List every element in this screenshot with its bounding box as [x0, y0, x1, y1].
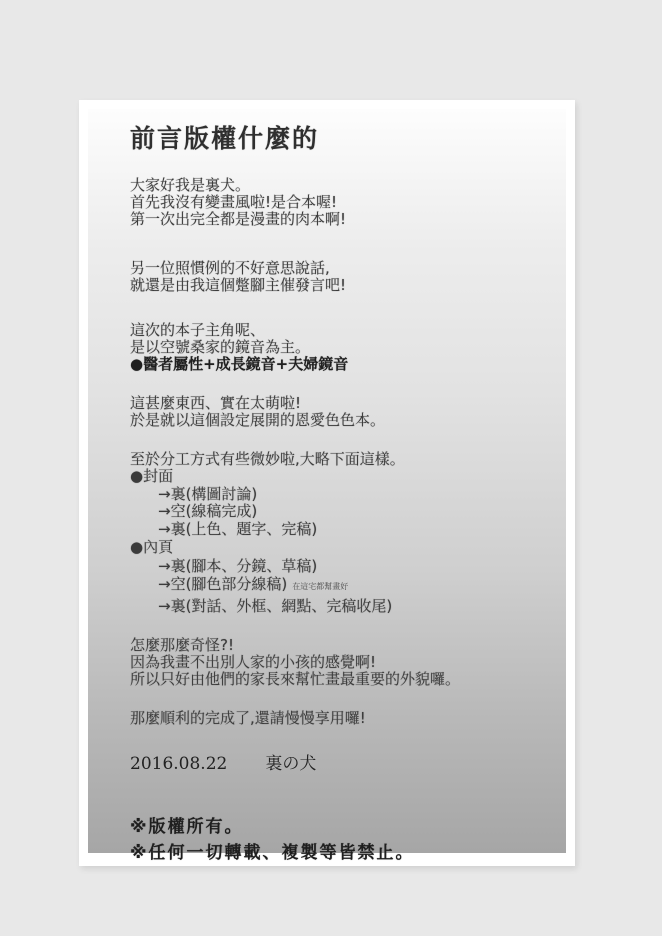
greeting-line: 就還是由我這個蹩腳主催發言吧!: [130, 276, 347, 294]
cover-item: →空(線稿完成): [158, 502, 258, 520]
date-text: 2016.08.22: [130, 754, 228, 774]
pages-header: ●內頁: [130, 538, 174, 556]
author-name: 裏の犬: [265, 754, 317, 774]
scan-content-area: [88, 109, 566, 863]
subject-highlight: ●醫者屬性+成長鏡音+夫婦鏡音: [130, 355, 349, 373]
greeting-paragraph: [130, 260, 566, 294]
intro-line: 第一次出完全都是漫畫的肉本啊!: [130, 210, 347, 228]
closing-paragraph: [130, 710, 566, 727]
subject-paragraph: [130, 322, 566, 373]
explain-paragraph: [130, 637, 566, 688]
moe-line: 這甚麼東西、實在太萌啦!: [130, 394, 302, 412]
subject-line: 這次的本子主角呢、: [130, 321, 266, 339]
explain-line: 所以只好由他們的家長來幫忙畫最重要的外貌囉。: [130, 670, 461, 688]
pages-item: →裏(對話、外框、網點、完稿收尾): [158, 596, 393, 615]
copyright-notice: [130, 814, 566, 866]
work-division-section: [130, 451, 566, 615]
subject-line: 是以空號桑家的鏡音為主。: [130, 338, 311, 356]
moe-paragraph: [130, 395, 566, 429]
closing-line: 那麼順利的完成了,還請慢慢享用囉!: [130, 709, 366, 727]
greeting-line: 另一位照慣例的不好意思說話,: [130, 259, 330, 277]
copyright-line: ※版權所有。: [130, 817, 244, 837]
division-intro: 至於分工方式有些微妙啦,大略下面這樣。: [130, 450, 405, 468]
pages-item-text: →空(腳色部分線稿): [158, 575, 288, 593]
moe-line: 於是就以這個設定展開的恩愛色色本。: [130, 411, 386, 429]
cover-header: ●封面: [130, 467, 174, 485]
page-title: 前言版權什麼的: [130, 124, 320, 153]
intro-paragraph: [130, 177, 566, 228]
cover-item: →裏(構圖討論): [158, 484, 258, 503]
cover-block: [130, 468, 566, 538]
explain-line: 因為我畫不出別人家的小孩的感覺啊!: [130, 653, 377, 671]
pages-item-note: 在這宅都幫畫好: [292, 582, 349, 591]
pages-item: [130, 575, 566, 597]
copyright-line: ※任何一切轉載、複製等皆禁止。: [130, 843, 415, 863]
pages-item: →裏(腳本、分鏡、草稿): [158, 556, 318, 575]
signature-line: [130, 749, 566, 774]
scanned-page: [79, 100, 575, 866]
intro-line: 首先我沒有變畫風啦!是合本喔!: [130, 193, 338, 211]
explain-line: 怎麼那麼奇怪?!: [130, 636, 234, 654]
inner-pages-block: [130, 538, 566, 615]
intro-line: 大家好我是裏犬。: [130, 176, 251, 194]
cover-item: →裏(上色、題字、完稿): [158, 519, 318, 538]
